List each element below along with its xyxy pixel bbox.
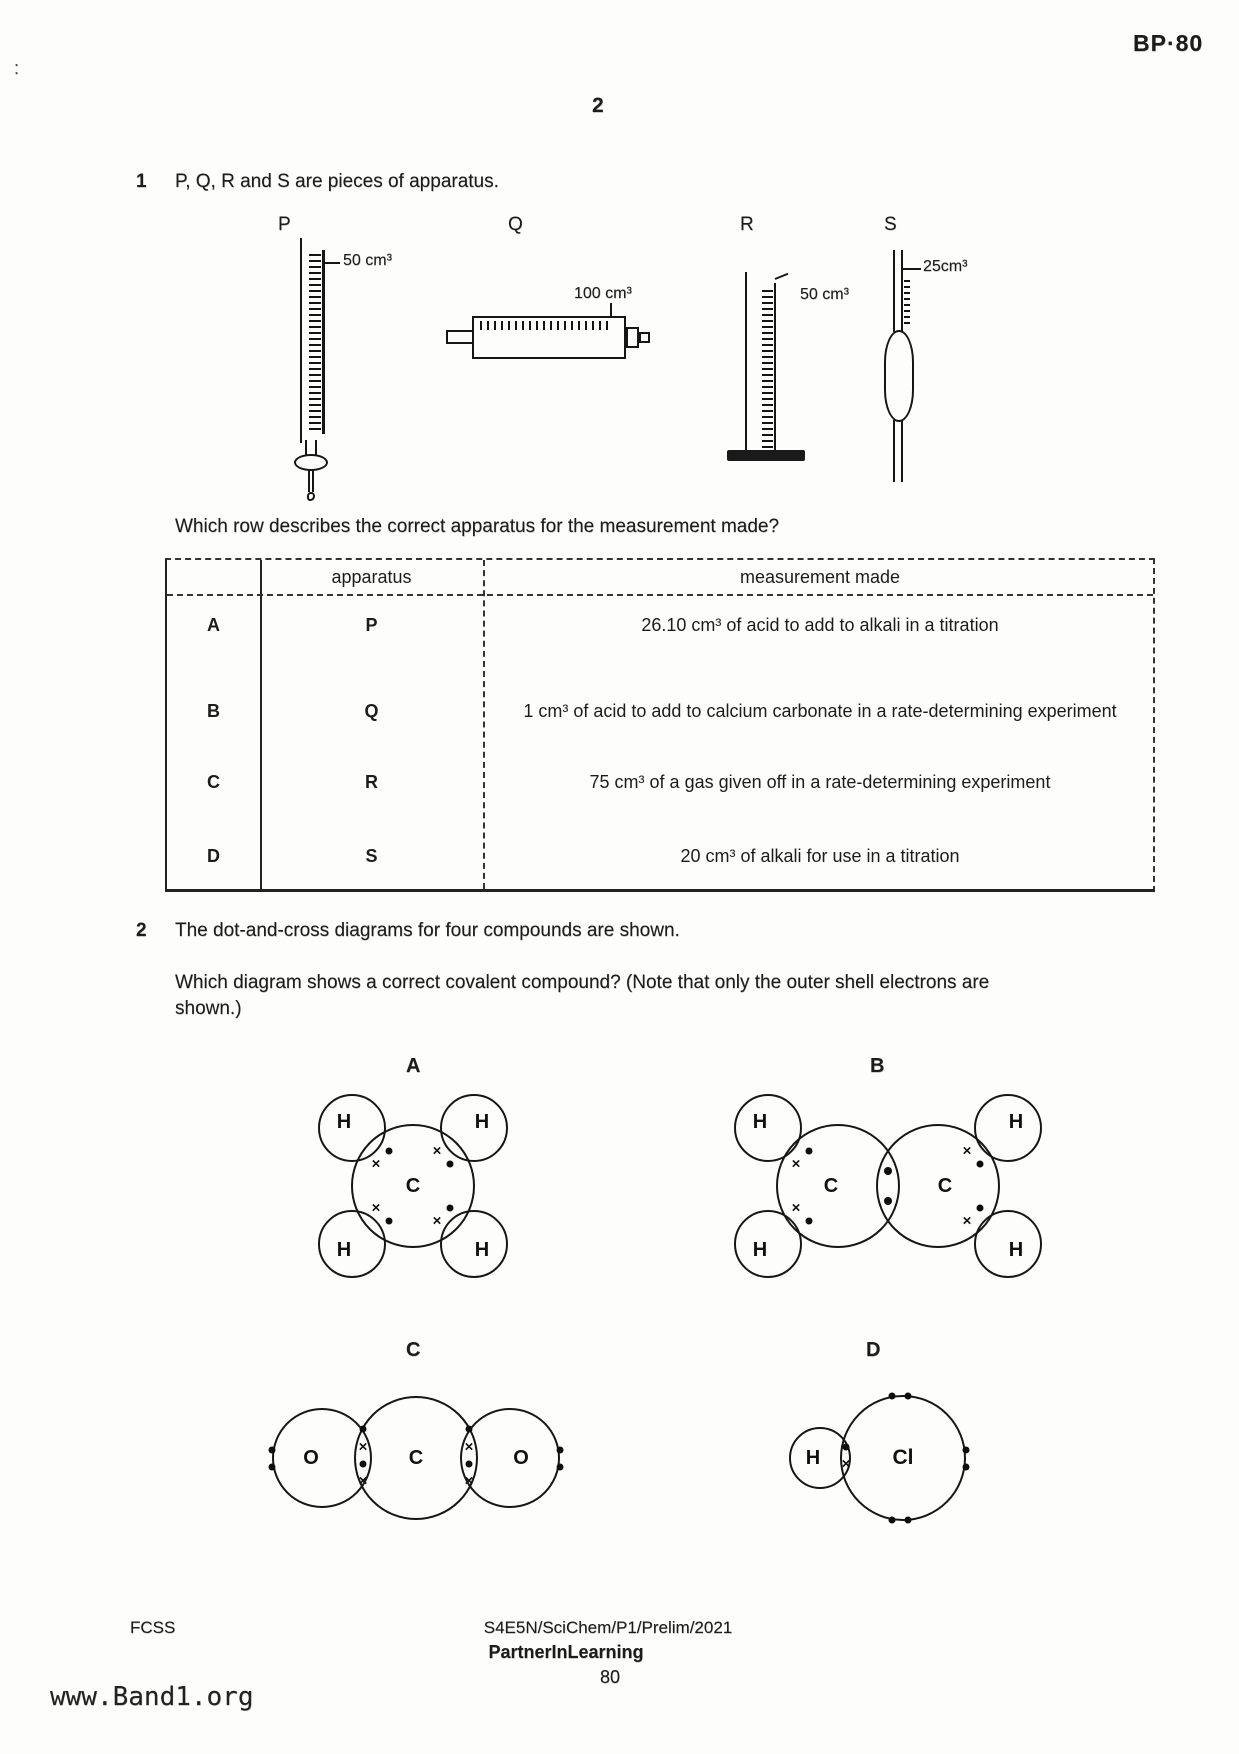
electron-dot — [806, 1148, 813, 1155]
electron-cross: × — [371, 1155, 381, 1173]
margin-scan-mark: : — [14, 58, 20, 78]
burette-volume-label: 50 cm³ — [343, 252, 392, 269]
measurement-cell: 75 cm³ of a gas given off in a rate-determining experiment — [589, 772, 1051, 792]
hydrogen-shell-circle — [318, 1094, 386, 1162]
atom-symbol: C — [823, 1174, 839, 1197]
electron-dot — [889, 1517, 896, 1524]
syringe-graduations — [480, 321, 612, 330]
header-measurement-made: measurement made — [739, 567, 901, 587]
measurement-cell: 26.10 cm³ of acid to add to alkali in a titration — [641, 615, 999, 635]
electron-dot — [889, 1393, 896, 1400]
syringe-nozzle-step — [626, 327, 639, 348]
table-row — [167, 611, 1157, 639]
burette-tip-drop — [307, 492, 315, 501]
pipette-volume-tick — [903, 268, 921, 270]
electron-dot — [977, 1161, 984, 1168]
pipette-upper-stem — [893, 250, 903, 332]
burette-graduations — [309, 254, 321, 430]
apparatus-cell: Q — [364, 700, 379, 721]
oxygen-shell-circle — [272, 1408, 372, 1508]
burette-left-wall — [300, 238, 302, 443]
q1-intro: P, Q, R and S are pieces of apparatus. — [175, 171, 499, 192]
electron-dot — [360, 1461, 367, 1468]
pipette-bulb — [884, 330, 914, 422]
table-row — [167, 768, 1157, 796]
electron-dot — [884, 1167, 892, 1175]
electron-cross: × — [962, 1212, 972, 1230]
cylinder-volume-label: 50 cm³ — [800, 286, 849, 303]
syringe-plunger — [446, 330, 474, 344]
burette-neck — [305, 440, 317, 455]
option-letter: C — [207, 771, 220, 792]
apparatus-Q-label: Q — [508, 214, 523, 235]
option-letter: B — [207, 700, 220, 721]
apparatus-cell: S — [365, 845, 378, 866]
atom-symbol: H — [752, 1238, 768, 1261]
page-number: 2 — [592, 94, 604, 117]
hydrogen-shell-circle — [318, 1210, 386, 1278]
hydrogen-shell-circle — [734, 1094, 802, 1162]
atom-symbol: H — [474, 1238, 490, 1261]
chlorine-shell-circle — [840, 1395, 966, 1521]
electron-dot — [905, 1517, 912, 1524]
header-apparatus: apparatus — [331, 566, 412, 587]
table-row — [167, 684, 1157, 738]
electron-dot — [963, 1464, 970, 1471]
burette-right-wall — [322, 250, 325, 434]
footer-school-code: FCSS — [130, 1618, 176, 1637]
electron-dot — [466, 1426, 473, 1433]
electron-cross: × — [464, 1438, 474, 1456]
table-header-underline — [167, 594, 1153, 596]
burette-stopcock — [294, 454, 328, 471]
electron-dot — [269, 1464, 276, 1471]
table-header-row — [167, 564, 1157, 590]
hydrogen-shell-circle — [440, 1094, 508, 1162]
electron-cross: × — [464, 1472, 474, 1490]
electron-cross: × — [841, 1455, 851, 1473]
burette-volume-tick — [323, 262, 340, 264]
cylinder-spout-tick — [775, 273, 789, 280]
electron-dot — [386, 1218, 393, 1225]
electron-dot — [806, 1218, 813, 1225]
diagram-B-label: B — [870, 1055, 885, 1077]
electron-dot — [557, 1447, 564, 1454]
atom-symbol: O — [303, 1446, 319, 1469]
electron-dot — [269, 1447, 276, 1454]
atom-symbol: C — [405, 1174, 421, 1197]
burette-tip — [308, 470, 314, 492]
electron-dot — [977, 1205, 984, 1212]
atom-symbol: H — [336, 1238, 352, 1261]
diagram-D-label: D — [866, 1339, 881, 1361]
pipette-volume-label: 25cm³ — [923, 258, 968, 275]
syringe-label-pointer — [610, 303, 612, 316]
footer-page-number: 80 — [599, 1667, 621, 1687]
atom-symbol: H — [752, 1110, 768, 1133]
hydrogen-shell-circle — [974, 1094, 1042, 1162]
footer-watermark-url: www.Band1.org — [50, 1682, 254, 1712]
pipette-stem-ticks — [904, 280, 910, 328]
diagram-A-label: A — [406, 1055, 421, 1077]
electron-cross: × — [371, 1199, 381, 1217]
electron-dot — [447, 1205, 454, 1212]
q2-question-line2: shown.) — [175, 998, 242, 1019]
electron-cross: × — [791, 1155, 801, 1173]
cylinder-left-wall — [745, 272, 747, 452]
atom-symbol: H — [805, 1446, 821, 1469]
cylinder-base — [727, 450, 805, 461]
electron-dot — [386, 1148, 393, 1155]
syringe-nozzle-tip — [639, 332, 650, 343]
oxygen-shell-circle — [460, 1408, 560, 1508]
electron-cross: × — [432, 1142, 442, 1160]
hydrogen-shell-circle — [974, 1210, 1042, 1278]
syringe-volume-label: 100 cm³ — [574, 285, 632, 302]
atom-symbol: H — [474, 1110, 490, 1133]
atom-symbol: H — [1008, 1110, 1024, 1133]
q1-number: 1 — [136, 171, 147, 192]
electron-dot — [843, 1444, 850, 1451]
q2-number: 2 — [136, 920, 147, 941]
footer-partner-text: PartnerInLearning — [488, 1642, 644, 1662]
atom-symbol: H — [336, 1110, 352, 1133]
table-row — [167, 842, 1157, 870]
apparatus-cell: P — [365, 614, 378, 635]
electron-cross: × — [358, 1438, 368, 1456]
electron-dot — [447, 1161, 454, 1168]
measurement-cell: 1 cm³ of acid to add to calcium carbonate in a rate-determining experiment — [523, 701, 1117, 721]
atom-symbol: C — [408, 1446, 424, 1469]
electron-dot — [884, 1197, 892, 1205]
electron-dot — [360, 1426, 367, 1433]
footer-paper-code: S4E5N/SciChem/P1/Prelim/2021 — [483, 1618, 733, 1637]
electron-dot — [557, 1464, 564, 1471]
apparatus-P-label: P — [278, 214, 291, 235]
apparatus-S-label: S — [884, 214, 897, 235]
measurement-cell: 20 cm³ of alkali for use in a titration — [680, 846, 960, 866]
atom-symbol: Cl — [892, 1446, 914, 1469]
atom-symbol: C — [937, 1174, 953, 1197]
atom-symbol: O — [513, 1446, 529, 1469]
hydrogen-shell-circle — [440, 1210, 508, 1278]
electron-cross: × — [358, 1472, 368, 1490]
header-code: BP·80 — [1133, 30, 1204, 56]
apparatus-cell: R — [365, 771, 378, 792]
option-letter: D — [207, 845, 220, 866]
q2-intro: The dot-and-cross diagrams for four compounds are shown. — [175, 920, 680, 941]
electron-dot — [963, 1447, 970, 1454]
q1-answer-table — [165, 558, 1155, 892]
electron-dot — [905, 1393, 912, 1400]
option-letter: A — [207, 614, 220, 635]
cylinder-right-wall — [774, 283, 776, 452]
electron-cross: × — [791, 1199, 801, 1217]
q2-question-line1: Which diagram shows a correct covalent compound? (Note that only the outer shell electrons are — [175, 972, 990, 993]
q1-question: Which row describes the correct apparatus for the measurement made? — [175, 516, 780, 537]
electron-cross: × — [962, 1142, 972, 1160]
hydrogen-shell-circle — [734, 1210, 802, 1278]
atom-symbol: H — [1008, 1238, 1024, 1261]
pipette-lower-stem — [893, 420, 903, 482]
apparatus-R-label: R — [740, 214, 754, 235]
electron-cross: × — [432, 1212, 442, 1230]
cylinder-graduations — [762, 290, 773, 448]
diagram-C-label: C — [406, 1339, 421, 1361]
electron-dot — [466, 1461, 473, 1468]
